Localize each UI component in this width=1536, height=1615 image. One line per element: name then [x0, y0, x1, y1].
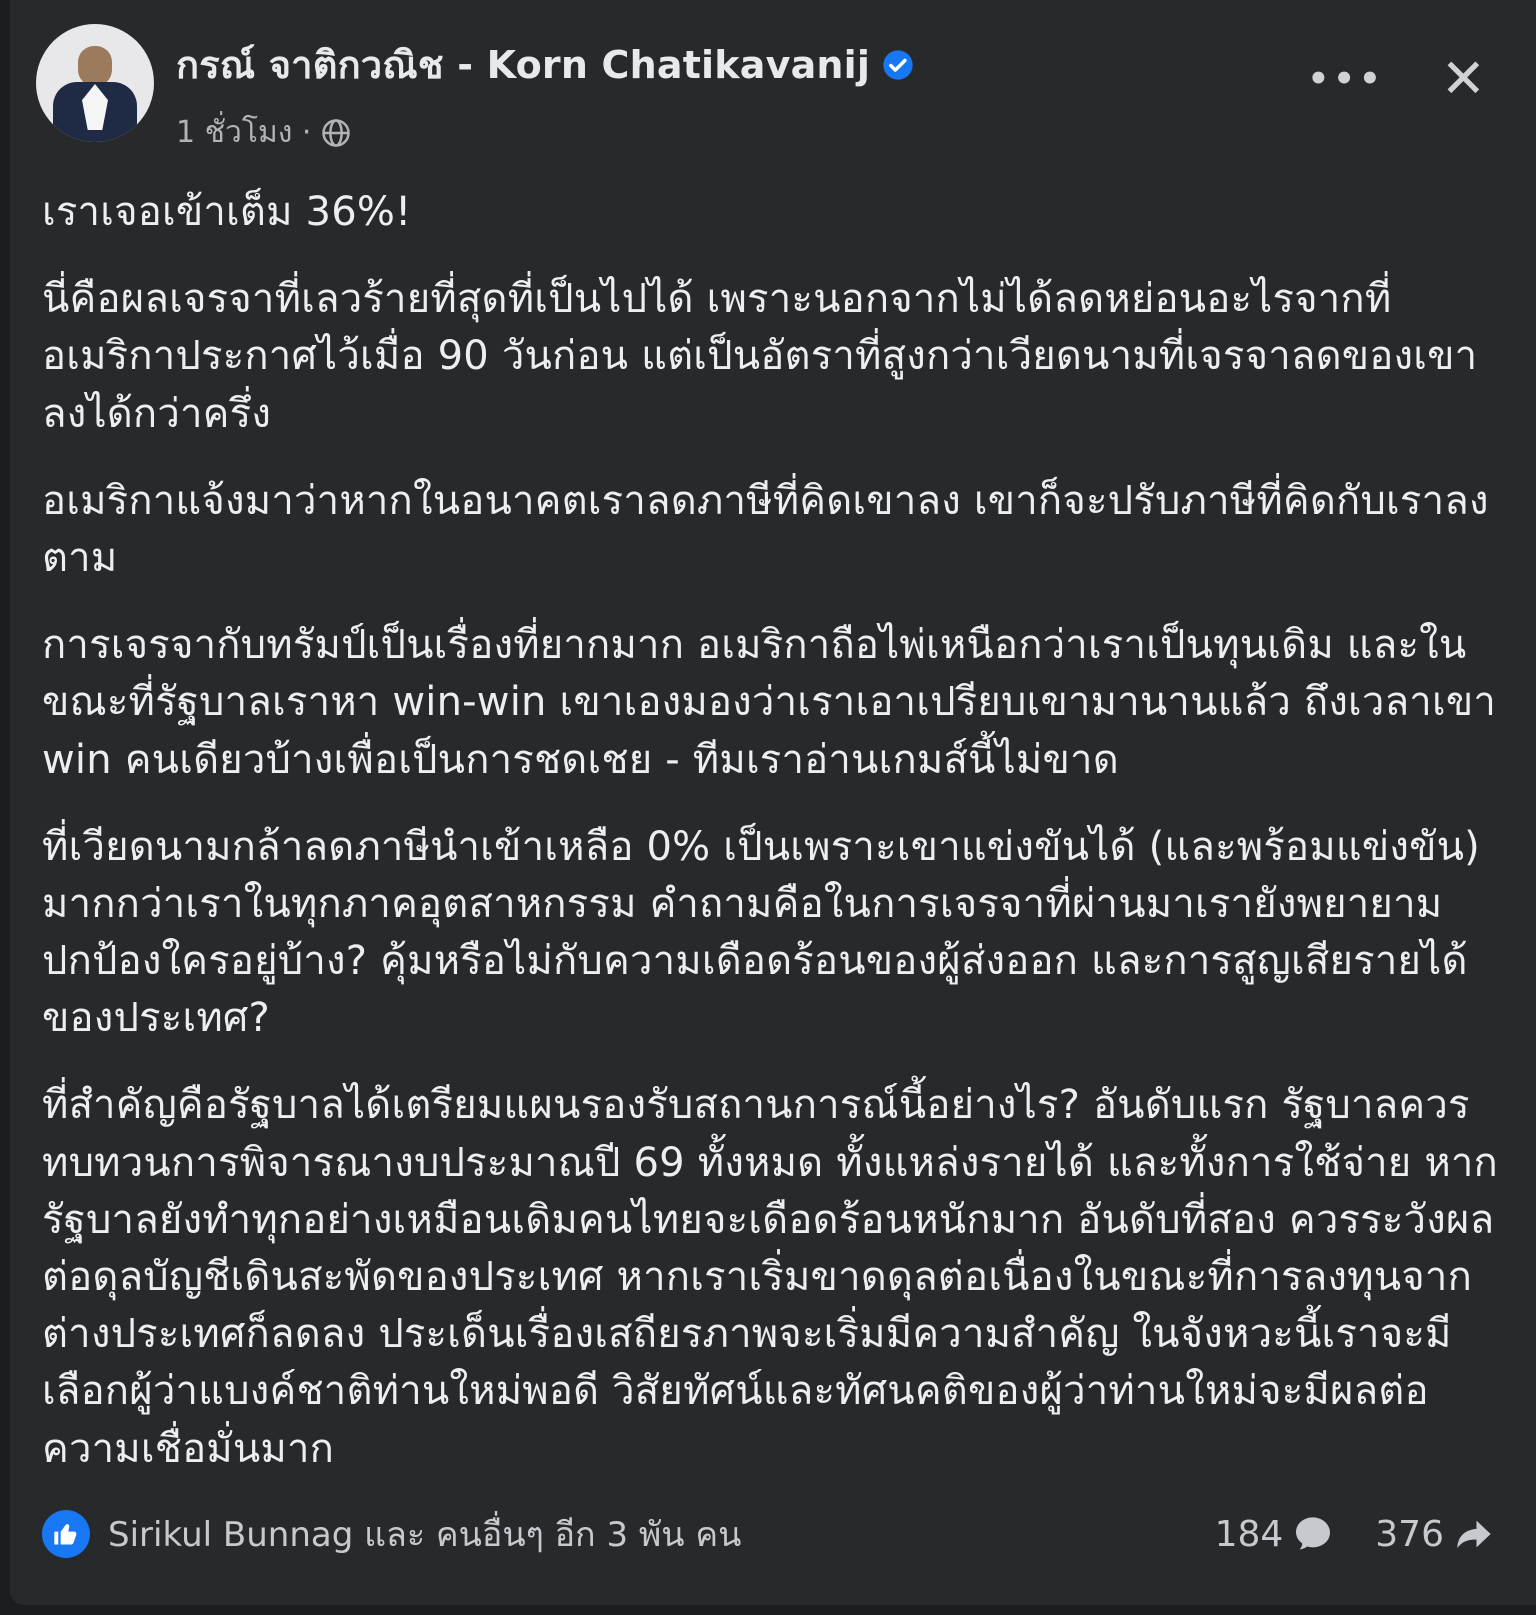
comments-count-group[interactable]	[1215, 1514, 1334, 1555]
counts	[1215, 1514, 1494, 1555]
verified-badge-icon	[882, 49, 914, 81]
comments-count: 184	[1214, 1513, 1284, 1555]
post-card	[10, 0, 1536, 1605]
close-button[interactable]: ✕	[1440, 47, 1486, 110]
more-options-button[interactable]: •••	[1307, 59, 1385, 99]
name-row	[176, 34, 914, 95]
author-name[interactable]: กรณ์ จาติกวณิช - Korn Chatikavanij	[176, 43, 871, 87]
like-reaction-icon[interactable]	[42, 1510, 90, 1558]
post-meta	[176, 109, 914, 156]
reactions-summary[interactable]: Sirikul Bunnag และ คนอื่นๆ อีก 3 พัน คน	[108, 1515, 742, 1555]
comment-icon	[1293, 1514, 1333, 1554]
post-paragraph: ที่สำคัญคือรัฐบาลได้เตรียมแผนรองรับสถานการณ์นี้อย่างไร? อันดับแรก รัฐบาลควรทบทวนการพิจารณางบประมาณปี 69 ทั้งหมด ทั้งแหล่งรายได้ และทั้งการใช้จ่าย หากรัฐบาลยังทำทุกอย่างเหมือนเดิมคนไทยจะเดือดร้อนหนักมาก อันดับที่สอง ควรระวังผลต่อดุลบัญชีเดินสะพัดของประเทศ หากเราเริ่มขาดดุลต่อเนื่องในขณะที่การลงทุนจากต่างประเทศก็ลดลง ประเด็นเรื่องเสถียรภาพจะเริ่มมีความสำคัญ ในจังหวะนี้เราจะมีเลือกผู้ว่าแบงค์ชาติท่านใหม่พอดี วิสัยทัศน์และทัศนคติของผู้ว่าท่านใหม่จะมีผลต่อความเชื่อมั่นมาก	[42, 1082, 1498, 1472]
post-paragraph: ที่เวียดนามกล้าลดภาษีนำเข้าเหลือ 0% เป็นเพราะเขาแข่งขันได้ (และพร้อมแข่งขัน) มากกว่าเราในทุกภาคอุตสาหกรรม คำถามคือในการเจรจาที่ผ่านมาเรายังพยายามปกป้องใครอยู่บ้าง? คุ้มหรือไม่กับความเดือดร้อนของผู้ส่งออก และการสูญเสียรายได้ของประเทศ?	[42, 823, 1480, 1042]
header-text	[176, 24, 914, 156]
avatar-head	[78, 46, 112, 86]
post-paragraph: นี่คือผลเจรจาที่เลวร้ายที่สุดที่เป็นไปได้ เพราะนอกจากไม่ได้ลดหย่อนอะไรจากที่อเมริกาประกาศไว้เมื่อ 90 วันก่อน แต่เป็นอัตราที่สูงกว่าเวียดนามที่เจรจาลดของเขาลงได้กว่าครึ่ง	[42, 276, 1478, 437]
shares-count-group[interactable]	[1375, 1514, 1494, 1555]
post-header	[36, 24, 1500, 156]
globe-privacy-icon	[321, 118, 351, 148]
header-actions	[1307, 24, 1500, 110]
post-paragraph: เราเจอเข้าเต็ม 36%!	[42, 189, 412, 235]
engagement-bar	[36, 1497, 1500, 1587]
share-icon	[1454, 1514, 1494, 1554]
shares-count: 376	[1375, 1513, 1444, 1555]
post-body	[36, 184, 1500, 1497]
thumb-up-icon	[52, 1520, 80, 1548]
post-paragraph: อเมริกาแจ้งมาว่าหากในอนาคตเราลดภาษีที่คิดเขาลง เขาก็จะปรับภาษีที่คิดกับเราลงตาม	[42, 477, 1489, 581]
avatar[interactable]	[36, 24, 154, 142]
post-paragraph: การเจรจากับทรัมป์เป็นเรื่องที่ยากมาก อเมริกาถือไพ่เหนือกว่าเราเป็นทุนเดิม และในขณะที่รัฐบาลเราหา win-win เขาเองมองว่าเราเอาเปรียบเขามานานแล้ว ถึงเวลาเขา win คนเดียวบ้างเพื่อเป็นการชดเชย - ทีมเราอ่านเกมส์นี้ไม่ขาด	[42, 622, 1497, 783]
timestamp[interactable]: 1 ชั่วโมง ·	[176, 115, 312, 150]
